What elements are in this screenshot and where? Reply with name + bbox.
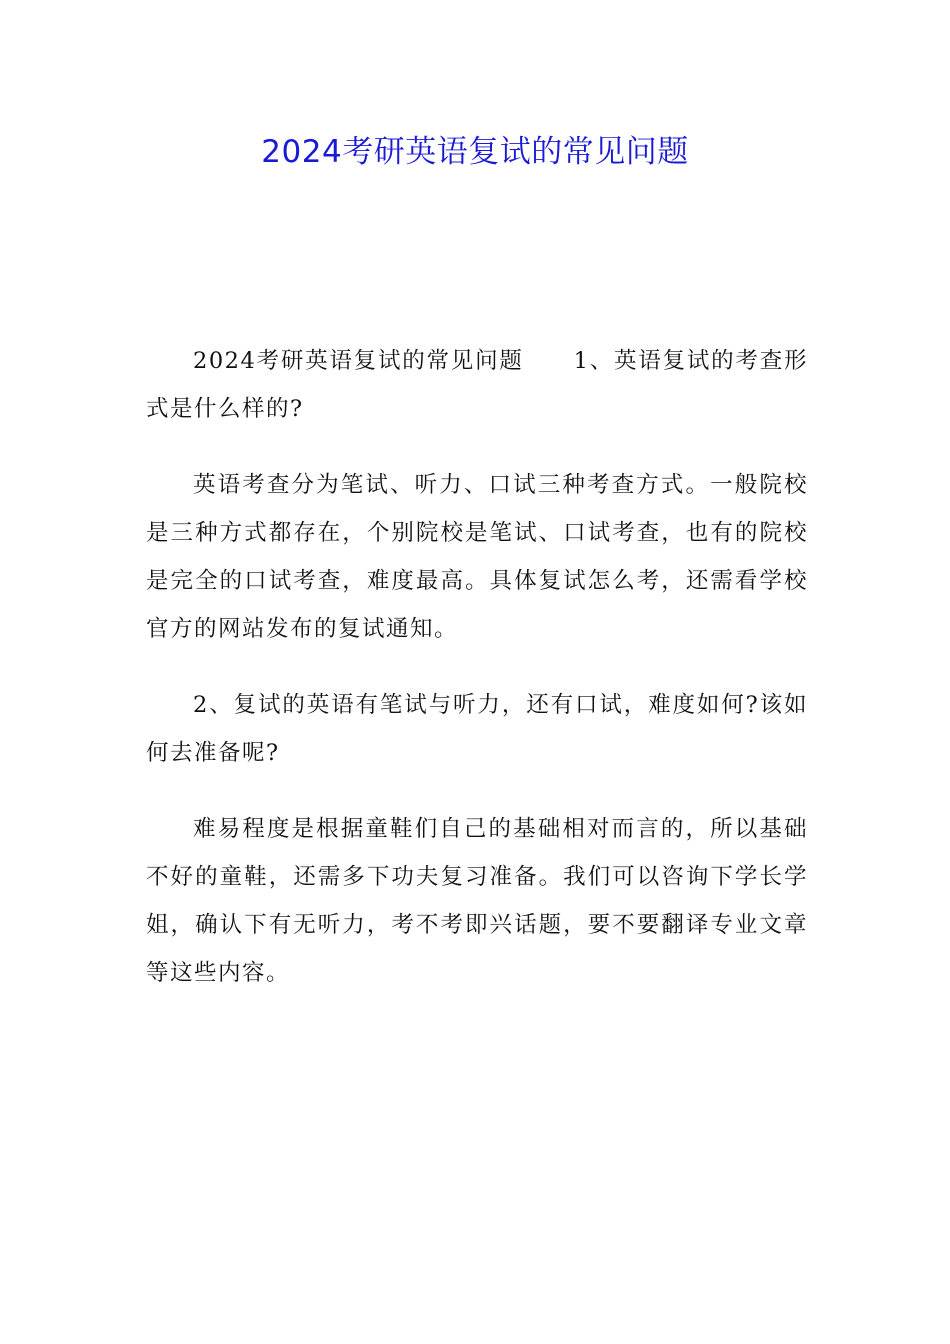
paragraph-1 xyxy=(146,337,808,433)
paragraph-2: 英语考查分为笔试、听力、口试三种考查方式。一般院校是三种方式都存在，个别院校是笔试、口试考查，也有的院校是完全的口试考查，难度最高。具体复试怎么考，还需看学校官方的网站发布的复试通知。 xyxy=(146,472,808,642)
paragraph-4: 难易程度是根据童鞋们自己的基础相对而言的，所以基础不好的童鞋，还需多下功夫复习准备。我们可以咨询下学长学姐，确认下有无听力，考不考即兴话题，要不要翻译专业文章等这些内容。 xyxy=(146,816,808,986)
paragraph-1-question: 1、英语复试的考查形式是什么样的? xyxy=(146,348,808,422)
document-title: 2024考研英语复试的常见问题 xyxy=(261,134,689,170)
paragraph-3: 2、复试的英语有笔试与听力，还有口试，难度如何?该如何去准备呢? xyxy=(146,692,808,766)
document-body xyxy=(146,337,808,997)
paragraph-1-lead: 2024考研英语复试的常见问题 xyxy=(193,348,524,374)
